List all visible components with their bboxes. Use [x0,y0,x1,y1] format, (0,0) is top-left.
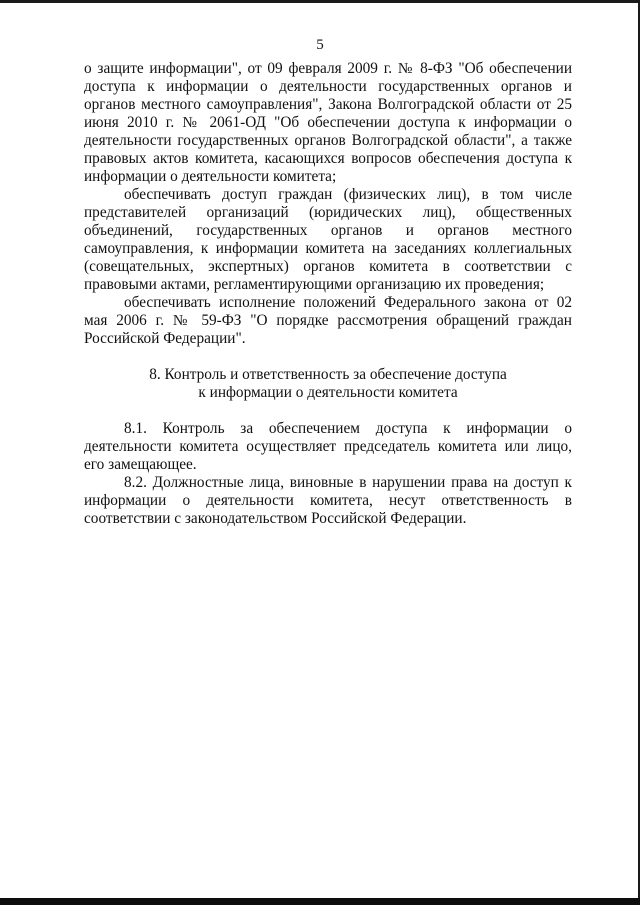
section-8-heading-line-1: 8. Контроль и ответственность за обеспечение доступа [149,366,507,383]
section-8-heading-line-2: к информации о деятельности комитета [198,384,458,401]
scan-edge-bottom [0,898,640,905]
page-number: 5 [316,37,324,53]
paragraph-8-2: 8.2. Должностные лица, виновные в нарушении права на доступ к информации о деятельности комитета, несут ответственность в соответствии с законодательством Российской Федерации. [84,474,572,527]
scan-edge-top [0,0,640,3]
document-body [84,60,572,528]
section-8-heading [84,366,572,402]
paragraph-access-citizens: обеспечивать доступ граждан (физических лиц), в том числе представителей организаций (юридических лиц), общественных объединений, государственных органов и органов местного самоуправления, к информации комитета на заседаниях коллегиальных (совещательных, экспертных) органов комитета в соответствии с правовыми актами, регламентирующими организацию их проведения; [84,186,572,293]
paragraph-continuation: о защите информации", от 09 февраля 2009 г. № 8-ФЗ "Об обеспечении доступа к информации о деятельности государственных органов и органов местного самоуправления", Закона Волгоградской области от 25 июня 2010 г. № 2061-ОД "Об обеспечении доступа к информации о деятельности государственных органов Волгоградской области", а также правовых актов комитета, касающихся вопросов обеспечения доступа к информации о деятельности комитета; [84,60,572,185]
paragraph-8-1: 8.1. Контроль за обеспечением доступа к информации о деятельности комитета осуществляет председатель комитета или лицо, его замещающее. [84,420,572,473]
paragraph-federal-law: обеспечивать исполнение положений Федерального закона от 02 мая 2006 г. № 59-ФЗ "О порядке рассмотрения обращений граждан Российской Федерации". [84,294,572,347]
